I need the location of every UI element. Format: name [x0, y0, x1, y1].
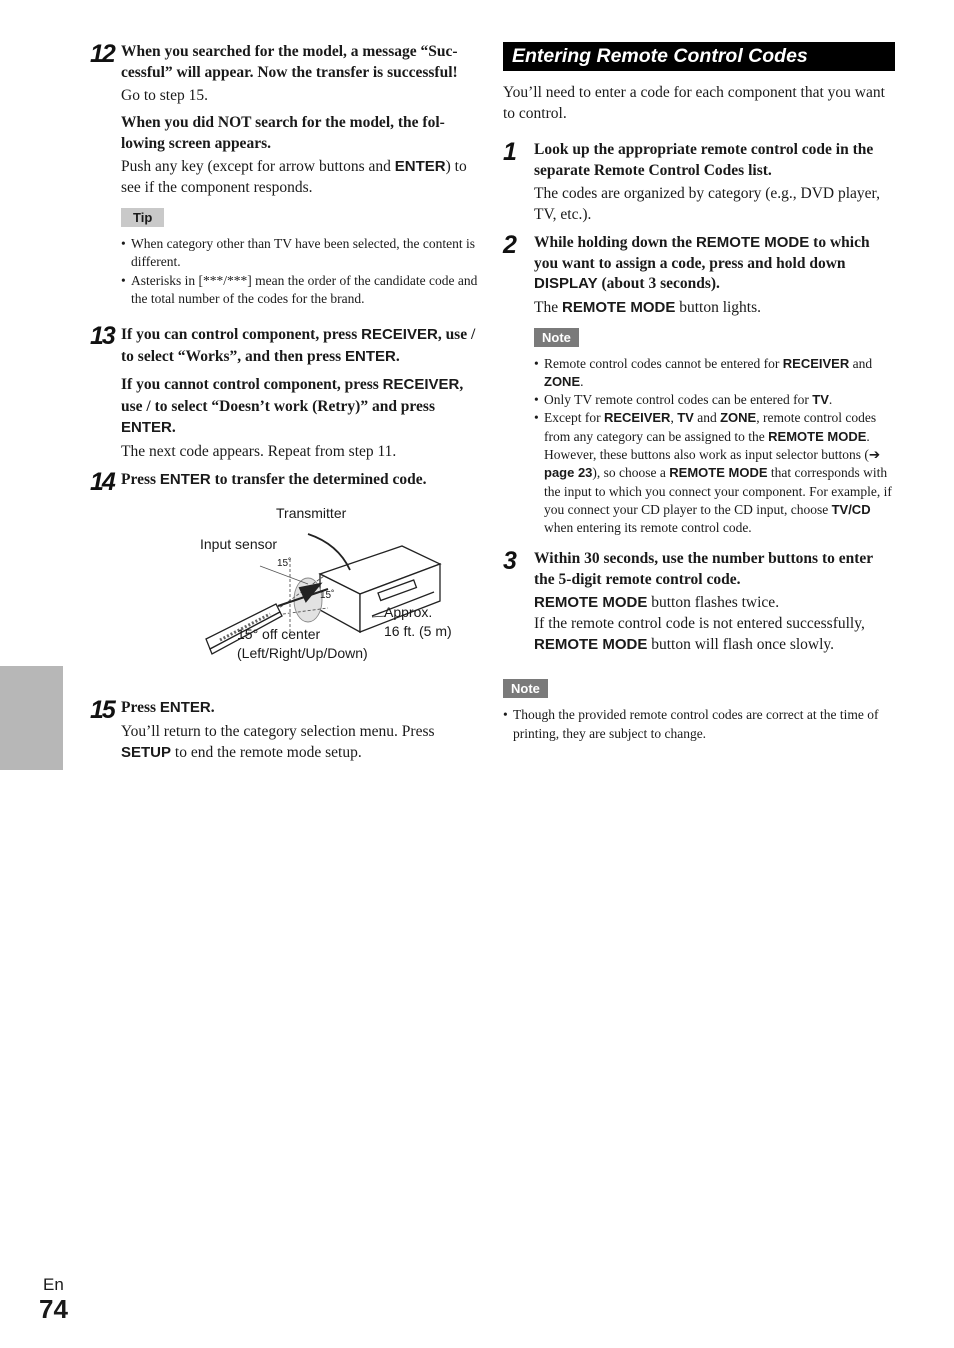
step-heading: Press ENTER to transfer the determined code. [121, 470, 427, 488]
note-item: • Only TV remote control codes can be entered for TV. [534, 391, 895, 409]
step-body: If the remote control code is not entered successfully, REMOTE MODE button will flash once slowly. [534, 615, 865, 654]
step-heading: If you can control component, press RECEIVER, use / to select “Works”, and then press ENTER. [121, 326, 476, 365]
distance-label-2: 16 ft. (5 m) [384, 623, 452, 640]
step-2 [503, 233, 895, 537]
distance-label-1: Approx. [384, 604, 433, 621]
page-footer [39, 1275, 68, 1324]
note-item: • Though the provided remote control codes are correct at the time of printing, they are subject to change. [503, 706, 895, 743]
off-center-label-1: 15° off center [237, 626, 321, 643]
step-number: 13 [90, 322, 114, 351]
step-body: You’ll return to the category selection menu. Press SETUP to end the remote mode setup. [121, 722, 435, 761]
page-reference-link[interactable]: page 23 [544, 465, 593, 481]
tip-list [121, 235, 482, 308]
step-1 [503, 140, 895, 225]
step-body: REMOTE MODE button flashes twice. [534, 594, 780, 612]
page-number: 74 [39, 1294, 68, 1324]
step-12 [90, 42, 482, 308]
step-13 [90, 324, 482, 462]
input-sensor-label: Input sensor [200, 536, 278, 553]
note-label: Note [503, 679, 548, 698]
step-body: The next code appears. Repeat from step 11. [121, 442, 397, 460]
step-heading: While holding down the REMOTE MODE to which you want to assign a code, press and hold down DISPLAY (about 3 seconds). [534, 234, 870, 292]
right-column [503, 42, 895, 743]
step-number: 14 [90, 467, 114, 496]
note-list [534, 355, 895, 538]
step-heading: If you cannot control component, press RECEIVER, use / to select “Doesn’t work (Retry)” and press ENTER. [121, 376, 464, 437]
step-number: 12 [90, 40, 114, 68]
step-heading: Press ENTER. [121, 699, 215, 717]
section-title: Entering Remote Control Codes [503, 42, 895, 71]
note-item: • Except for RECEIVER, TV and ZONE, remote control codes from any category can be assigned to the REMOTE MODE. However, these buttons also work as input selector buttons (➔ page 23), so choose a REMOTE MODE that corresponds with the input to which you connect your component. For example, if you connect your CD player to the CD input, choose TV/CD when entering its remote control code. [534, 409, 895, 537]
step-number: 2 [503, 231, 515, 259]
step-number: 1 [503, 138, 515, 166]
note-label: Note [534, 328, 579, 347]
angle-top-label: 15˚ [277, 558, 292, 570]
step-body: Push any key (except for arrow buttons and ENTER) to see if the component responds. [121, 158, 467, 196]
tip-item: • Asterisks in [***/***] mean the order of the candidate code and the total number of the codes for the brand. [121, 272, 482, 309]
section-intro: You’ll need to enter a code for each component that you want to control. [503, 84, 885, 122]
off-center-label-2: (Left/Right/Up/Down) [237, 645, 368, 662]
note-item: • Remote control codes cannot be entered for RECEIVER and ZONE. [534, 355, 895, 392]
angle-bottom-label: 15˚ [320, 590, 335, 602]
remote-range-diagram [90, 504, 482, 684]
step-heading: Within 30 seconds, use the number buttons to enter the 5-digit remote control code. [534, 550, 873, 588]
note-list [503, 706, 895, 743]
language-label: En [43, 1275, 64, 1294]
tip-label: Tip [121, 208, 164, 227]
step-body: The REMOTE MODE button lights. [534, 298, 762, 316]
step-15 [90, 698, 482, 763]
note-block-2 [503, 669, 895, 743]
step-heading: When you did NOT search for the model, the fol-lowing screen appears. [121, 114, 445, 152]
left-column [90, 42, 482, 771]
step-14 [90, 467, 482, 496]
step-body: Go to step 15. [121, 87, 208, 104]
tip-item: • When category other than TV have been selected, the content is different. [121, 235, 482, 272]
step-3 [503, 549, 895, 655]
step-number: 3 [503, 547, 515, 576]
beam-cone [268, 559, 328, 634]
step-heading: When you searched for the model, a message “Suc-cessful” will appear. Now the transfer is successful! [121, 43, 458, 81]
transmitter-pointer [308, 534, 350, 570]
step-body: The codes are organized by category (e.g., DVD player, TV, etc.). [534, 185, 880, 223]
step-heading: Look up the appropriate remote control code in the separate Remote Control Codes list. [534, 141, 874, 179]
arrow-icon: ➔ [868, 446, 881, 462]
step-number: 15 [90, 696, 114, 725]
transmitter-label: Transmitter [276, 505, 347, 522]
side-tab [0, 666, 63, 770]
